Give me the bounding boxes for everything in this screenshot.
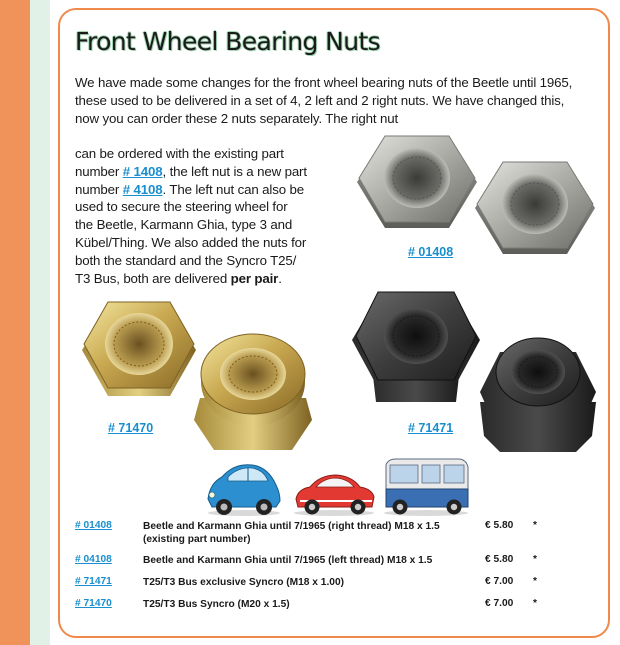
price-note: * — [533, 598, 537, 609]
intro-line-text: Kübel/Thing. We also added the nuts for — [75, 234, 307, 250]
per-pair-emphasis: per pair — [230, 270, 279, 286]
intro-line-text: number — [75, 163, 123, 179]
price-desc: Beetle and Karmann Ghia until 7/1965 (right thread) M18 x 1.5 — [143, 521, 440, 532]
t3-bus-car-icon — [384, 459, 468, 516]
intro-line-text: . The left nut can also be — [162, 181, 304, 197]
intro-paragraph-narrow — [75, 145, 360, 287]
price-value: € 7.00 — [485, 598, 514, 609]
silver-nut-image-1 — [355, 132, 479, 238]
intro-line-text: the Beetle, Karmann Ghia, type 3 and — [75, 217, 293, 233]
price-desc: Beetle and Karmann Ghia until 7/1965 (left thread) M18 x 1.5 — [143, 555, 433, 566]
left-mint-stripe — [30, 0, 50, 645]
price-code-link[interactable]: # 04108 — [75, 554, 112, 565]
intro-line-text: T3 Bus, both are delivered — [75, 270, 231, 286]
intro-line — [75, 181, 360, 199]
price-note: * — [533, 520, 537, 531]
price-row — [75, 518, 547, 552]
price-code-link[interactable]: # 71470 — [75, 598, 112, 609]
price-code-cell — [75, 574, 143, 596]
price-row — [75, 574, 547, 596]
price-note: * — [533, 554, 537, 565]
label-01408[interactable]: # 01408 — [408, 245, 454, 259]
price-row — [75, 596, 547, 618]
price-code-link[interactable]: # 01408 — [75, 520, 112, 531]
intro-line-text: number — [75, 181, 123, 197]
price-note: * — [533, 576, 537, 587]
intro-line — [75, 234, 360, 252]
price-value: € 5.80 — [485, 520, 514, 531]
black-nut-image-1 — [350, 290, 482, 406]
price-code-cell — [75, 518, 143, 552]
label-71471[interactable]: # 71471 — [408, 421, 454, 435]
price-row — [75, 552, 547, 574]
intro-line-text: used to secure the steering wheel for — [75, 199, 288, 215]
price-code-cell — [75, 596, 143, 618]
price-code-cell — [75, 552, 143, 574]
price-value: € 7.00 — [485, 576, 514, 587]
intro-line-text: both the standard and the Syncro T25/ — [75, 252, 297, 268]
part-link-4108[interactable]: # 4108 — [122, 181, 163, 197]
price-desc: T25/T3 Bus Syncro (M20 x 1.5) — [143, 599, 290, 610]
intro-line — [75, 252, 360, 270]
page-title: Front Wheel Bearing Nuts — [75, 27, 381, 56]
price-code-link[interactable]: # 71471 — [75, 576, 112, 587]
gold-nut-image-1 — [80, 298, 198, 402]
part-link-1408[interactable]: # 1408 — [122, 163, 163, 179]
left-orange-stripe — [0, 0, 30, 645]
intro-paragraph-top: We have made some changes for the front wheel bearing nuts of the Beetle until 1965, these used to be delivered in a set of 4, 2 left and 2 right nuts. We have changed this, now you can order these 2 nuts separately. The right nut — [75, 75, 573, 126]
price-desc-cell — [143, 518, 485, 552]
gold-nut-image-2 — [192, 330, 314, 454]
price-value: € 5.80 — [485, 554, 514, 565]
beetle-car-icon — [208, 465, 280, 516]
intro-line — [75, 270, 360, 288]
price-desc-extra: (existing part number) — [143, 534, 251, 545]
intro-line-text: . — [278, 270, 282, 286]
label-71470[interactable]: # 71470 — [108, 421, 154, 435]
price-table — [75, 518, 547, 618]
black-nut-image-2 — [476, 332, 600, 456]
intro-line — [75, 163, 360, 181]
karmann-ghia-car-icon — [294, 475, 374, 516]
intro-line-text: can be ordered with the existing part — [75, 146, 284, 161]
price-desc: T25/T3 Bus exclusive Syncro (M18 x 1.00) — [143, 577, 345, 588]
intro-line — [75, 145, 360, 163]
intro-line — [75, 198, 360, 216]
intro-line — [75, 216, 360, 234]
vw-cars-illustration — [204, 455, 470, 517]
intro-line-text: , the left nut is a new part — [162, 163, 307, 179]
silver-nut-image-2 — [473, 158, 597, 264]
